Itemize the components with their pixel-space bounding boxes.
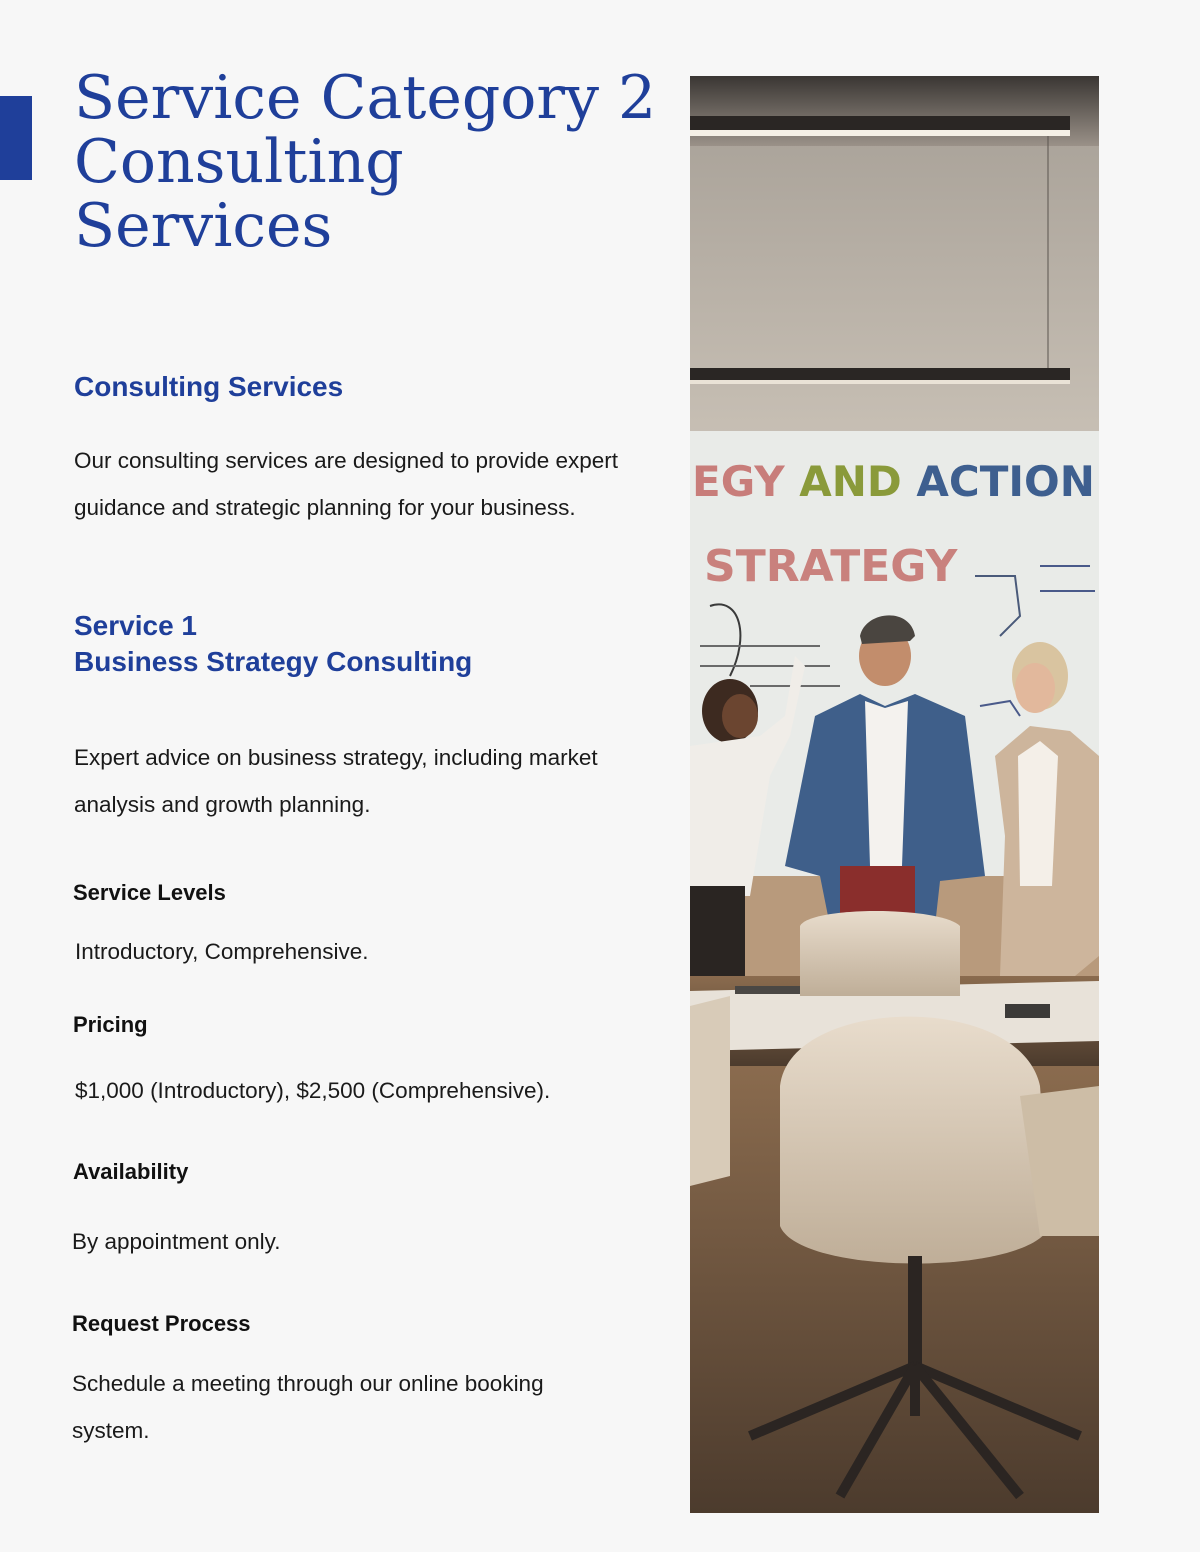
ceiling-light-glow bbox=[690, 130, 1070, 136]
service-number-label: Service 1 bbox=[74, 610, 197, 641]
service-description: Expert advice on business strategy, including market analysis and growth planning. bbox=[74, 745, 598, 817]
person-right-top bbox=[1018, 741, 1058, 886]
intro-text: Our consulting services are designed to provide expert guidance and strategic planning for your business. bbox=[74, 448, 619, 520]
person-left-face bbox=[722, 694, 758, 738]
request-process-label: Request Process bbox=[72, 1311, 251, 1336]
left-chair bbox=[690, 996, 730, 1186]
accent-bar bbox=[0, 96, 32, 180]
front-chair-back bbox=[780, 1017, 1050, 1264]
page-title-line-1: Service Category 2 bbox=[74, 63, 657, 133]
service-levels-value: Introductory, Comprehensive. bbox=[75, 939, 369, 964]
person-center-shirt bbox=[865, 701, 908, 866]
request-process-value: Schedule a meeting through our online booking system. bbox=[72, 1371, 544, 1443]
service-name: Business Strategy Consulting bbox=[74, 646, 473, 677]
pricing-value: $1,000 (Introductory), $2,500 (Comprehensive). bbox=[75, 1078, 551, 1103]
service-heading bbox=[74, 608, 472, 680]
whiteboard-strategy: STRATEGY bbox=[704, 541, 958, 592]
intro-heading: Consulting Services bbox=[74, 371, 344, 402]
pendant-light bbox=[690, 368, 1070, 380]
pricing-label: Pricing bbox=[73, 1012, 148, 1037]
back-chair bbox=[800, 911, 960, 996]
meeting-photo bbox=[690, 76, 1099, 1513]
meeting-photo-illustration bbox=[690, 76, 1099, 1513]
service-levels-label: Service Levels bbox=[73, 880, 226, 905]
page-title-line-2: Consulting bbox=[74, 127, 404, 197]
person-right-face bbox=[1015, 663, 1055, 713]
availability-value: By appointment only. bbox=[72, 1229, 281, 1254]
pendant-light-glow bbox=[690, 380, 1070, 384]
availability-label: Availability bbox=[73, 1159, 189, 1184]
page-title-line-3: Services bbox=[74, 191, 333, 261]
tablet bbox=[1005, 1004, 1050, 1018]
page-title bbox=[74, 63, 674, 261]
whiteboard-heading: EGY AND ACTION bbox=[692, 457, 1095, 506]
ceiling-light-fixture bbox=[690, 116, 1070, 130]
